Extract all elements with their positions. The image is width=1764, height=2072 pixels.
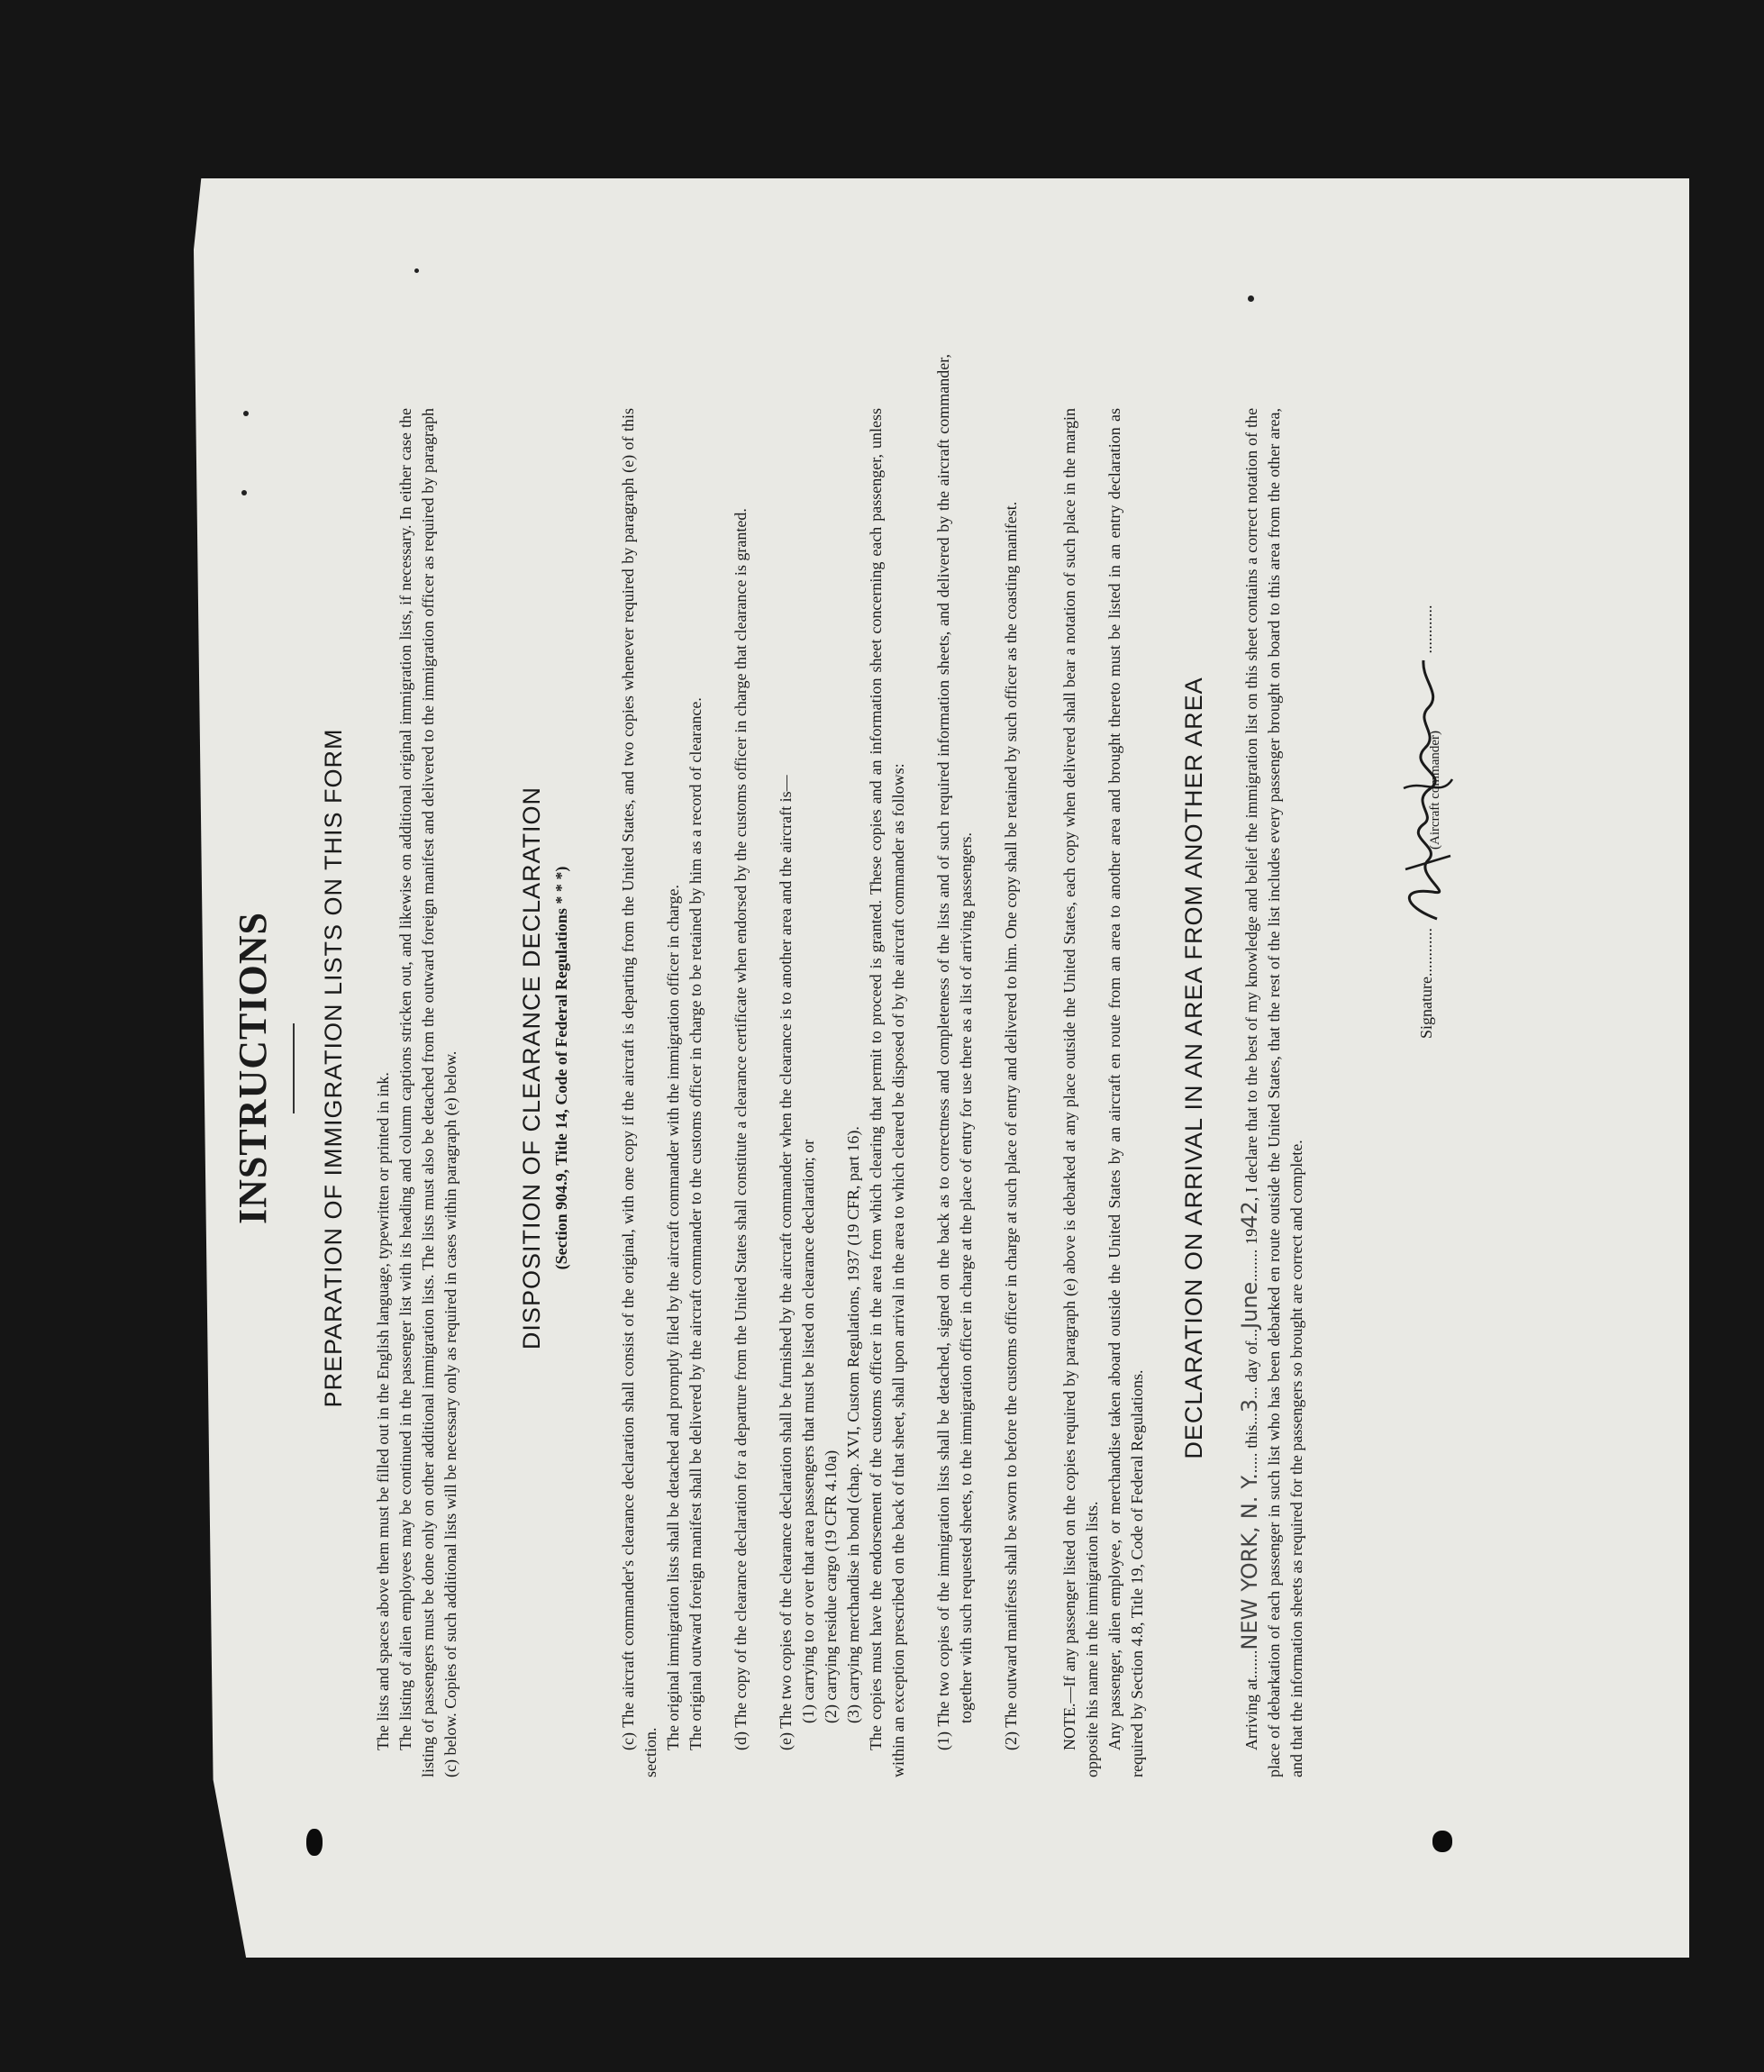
preparation-paragraph-2: The listing of alien employees may be continued in the passenger list with its heading and column captions stricken out, and likewise on additional original immigration lists, if necessary. In either case the listing of passengers must be done only on other additional immigration lists. The lists must also be detached from the outward foreign manifest and delivered to the immigration officer as required by paragraph (c) below. Copies of such additional lists will be necessary only as required in cases within paragraph (e) below. <box>396 408 459 1777</box>
paragraph-numbered-1: (1) The two copies of the immigration lists shall be detached, signed on the back as to correctness and completeness of the lists and of such required information sheets, and delivered by the aircraft commander, together with such requested sheets, to the immigration officer in charge at the place of entry for use there as a list of arriving passengers. <box>934 354 975 1750</box>
signature-line: Signature............ ............ <box>1396 605 1459 1040</box>
paragraph-numbered-2: (2) The outward manifests shall be sworn to before the customs officer in charge at such place of entry and delivered to him. One copy shall be retained by such officer as the coasting manifest. <box>1002 501 1020 1750</box>
section-subheading-citation: (Section 904.9, Title 14, Code of Federal Regulations * * *) <box>552 866 570 1270</box>
preparation-paragraph-1: The lists and spaces above them must be filled out in the English language, typewritten or printed in ink. <box>374 1072 392 1750</box>
paragraph-copies: The copies must have the endorsement of the customs officer in the area from which clearing that permit to proceed is granted. These copies and an information sheet concerning each passenger, unless within an exception prescribed on the back of that sheet, shall upon arrival in the area to which cleared be disposed of by the aircraft commander as follows: <box>867 408 907 1777</box>
signature-label: Signature <box>1417 977 1436 1039</box>
day-of-label: day of <box>1242 1340 1260 1383</box>
paragraph-e-1: (1) carrying to or over that area passengers that must be listed on clearance declaration; or <box>799 1139 817 1723</box>
section-heading-declaration: DECLARATION ON ARRIVAL IN AN AREA FROM ANOTHER AREA <box>1180 677 1207 1459</box>
paragraph-any-passenger: Any passenger, alien employee, or merchandise taken aboard outside the United States by an aircraft en route from an area to another area and brought thereto must be listed in an entry declaration as required by Section 4.8, Title 19, Code of Federal Regulations. <box>1105 408 1146 1777</box>
paragraph-c-immigration-lists: The original immigration lists shall be detached and promptly filed by the aircraft commander with the immigration officer in charge. <box>664 884 682 1750</box>
paragraph-e-2: (2) carrying residue cargo (19 CFR 4.10a) <box>822 1449 840 1723</box>
section-heading-disposition: DISPOSITION OF CLEARANCE DECLARATION <box>518 786 545 1350</box>
paragraph-e: (e) The two copies of the clearance declaration shall be furnished by the aircraft commander when the clearance is to another area and the aircraft is— <box>777 775 795 1750</box>
signature-caption: (Aircraft commander) <box>1428 730 1442 850</box>
page-title: INSTRUCTIONS <box>231 912 275 1224</box>
declaration-text: , I declare that to the best of my knowledge and belief the immigration list on this sheet contains a correct notation of the place of debarkation of each passenger in such list who has been debarked en route outside the United States, that the rest of the list includes every passenger brought on board to this area from the other area, and that the information sheets as required for the passengers so brought are correct and complete. <box>1242 407 1305 1777</box>
year-prefix: 19 <box>1242 1228 1260 1245</box>
paragraph-note: NOTE.—If any passenger listed on the copies required by paragraph (e) above is debarked at any place outside the United States, each copy when delivered shall bear a notation of such place in the margin opposite his name in the immigration lists. <box>1060 408 1101 1777</box>
rotated-text-layer <box>194 178 1689 1958</box>
arrival-day: 3 <box>1237 1398 1262 1413</box>
paragraph-c: (c) The aircraft commander's clearance declaration shall consist of the original, with one copy if the aircraft is departing from the United States, and two copies whenever required by paragraph (e) of this section. <box>619 408 659 1777</box>
title-rule <box>293 1023 295 1113</box>
paragraph-d: (d) The copy of the clearance declaration for a departure from the United States shall constitute a clearance certificate when endorsed by the customs officer in charge that clearance is granted. <box>732 508 750 1750</box>
arrival-year: 42 <box>1237 1201 1262 1229</box>
this-label: this <box>1242 1424 1260 1449</box>
arrival-month: June <box>1237 1281 1262 1329</box>
paragraph-c-outward-manifest: The original outward foreign manifest shall be delivered by the aircraft commander to the customs officer in charge to be retained by him as a record of clearance. <box>687 697 705 1750</box>
arrival-place: NEW YORK, N. Y. <box>1237 1473 1262 1650</box>
section-heading-preparation: PREPARATION OF IMMIGRATION LISTS ON THIS FORM <box>320 728 347 1408</box>
arriving-at-label: Arriving at <box>1242 1678 1260 1750</box>
paragraph-e-3: (3) carrying merchandise in bond (chap. XVI, Custom Regulations, 1937 (19 CFR, part 16). <box>844 1126 862 1723</box>
declaration-paragraph: Arriving at.......NEW YORK, N. Y...... this...3... day of...June........ 1942, I declare that to the best of my knowledge and belief the immigration list on this sheet contains a correct notation of the place of debarkation of each passenger in such list who has been debarked en route outside the United States, that the rest of the list includes every passenger brought on board to this area from the other area, and that the information sheets as required for the passengers so brought are correct and complete. <box>1237 407 1305 1777</box>
